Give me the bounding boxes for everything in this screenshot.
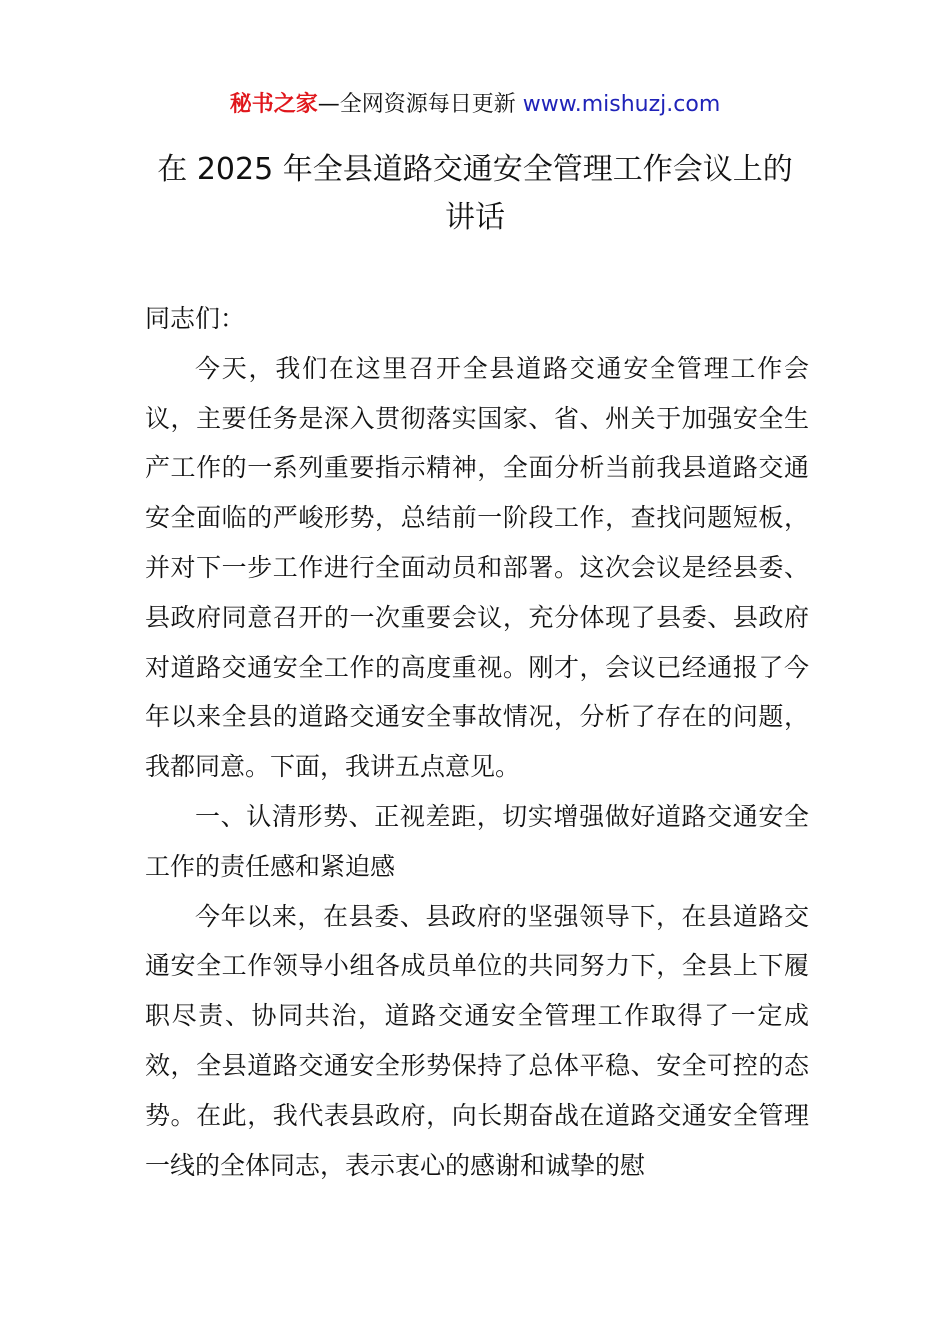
site-url[interactable]: www.mishuzj.com: [522, 92, 721, 117]
document-body: [145, 294, 809, 1190]
title-line-1: 在 2025 年全县道路交通安全管理工作会议上的: [157, 152, 793, 187]
salutation: 同志们：: [145, 304, 246, 333]
title-line-2: 讲话: [445, 200, 505, 235]
paragraph-section-1: 今年以来，在县委、县政府的坚强领导下，在县道路交通安全工作领导小组各成员单位的共同努力下，全县上下履职尽责、协同共治，道路交通安全管理工作取得了一定成效，全县道路交通安全形势保持了总体平稳、安全可控的态势。在此，我代表县政府，向长期奋战在道路交通安全管理一线的全体同志，表示衷心的感谢和诚挚的慰: [145, 901, 809, 1180]
section-heading-1: 一、认清形势、正视差距，切实增强做好道路交通安全工作的责任感和紧迫感: [145, 801, 809, 881]
header-tagline: —全网资源每日更新: [317, 92, 523, 117]
brand-name: 秘书之家: [229, 92, 318, 117]
paragraph-intro: 今天，我们在这里召开全县道路交通安全管理工作会议，主要任务是深入贯彻落实国家、省、州关于加强安全生产工作的一系列重要指示精神，全面分析当前我县道路交通安全面临的严峻形势，总结前一阶段工作，查找问题短板，并对下一步工作进行全面动员和部署。这次会议是经县委、县政府同意召开的一次重要会议，充分体现了县委、县政府对道路交通安全工作的高度重视。刚才，会议已经通报了今年以来全县的道路交通安全事故情况，分析了存在的问题，我都同意。下面，我讲五点意见。: [145, 353, 809, 782]
watermark-header: [0, 88, 950, 122]
document-title: [120, 146, 830, 242]
